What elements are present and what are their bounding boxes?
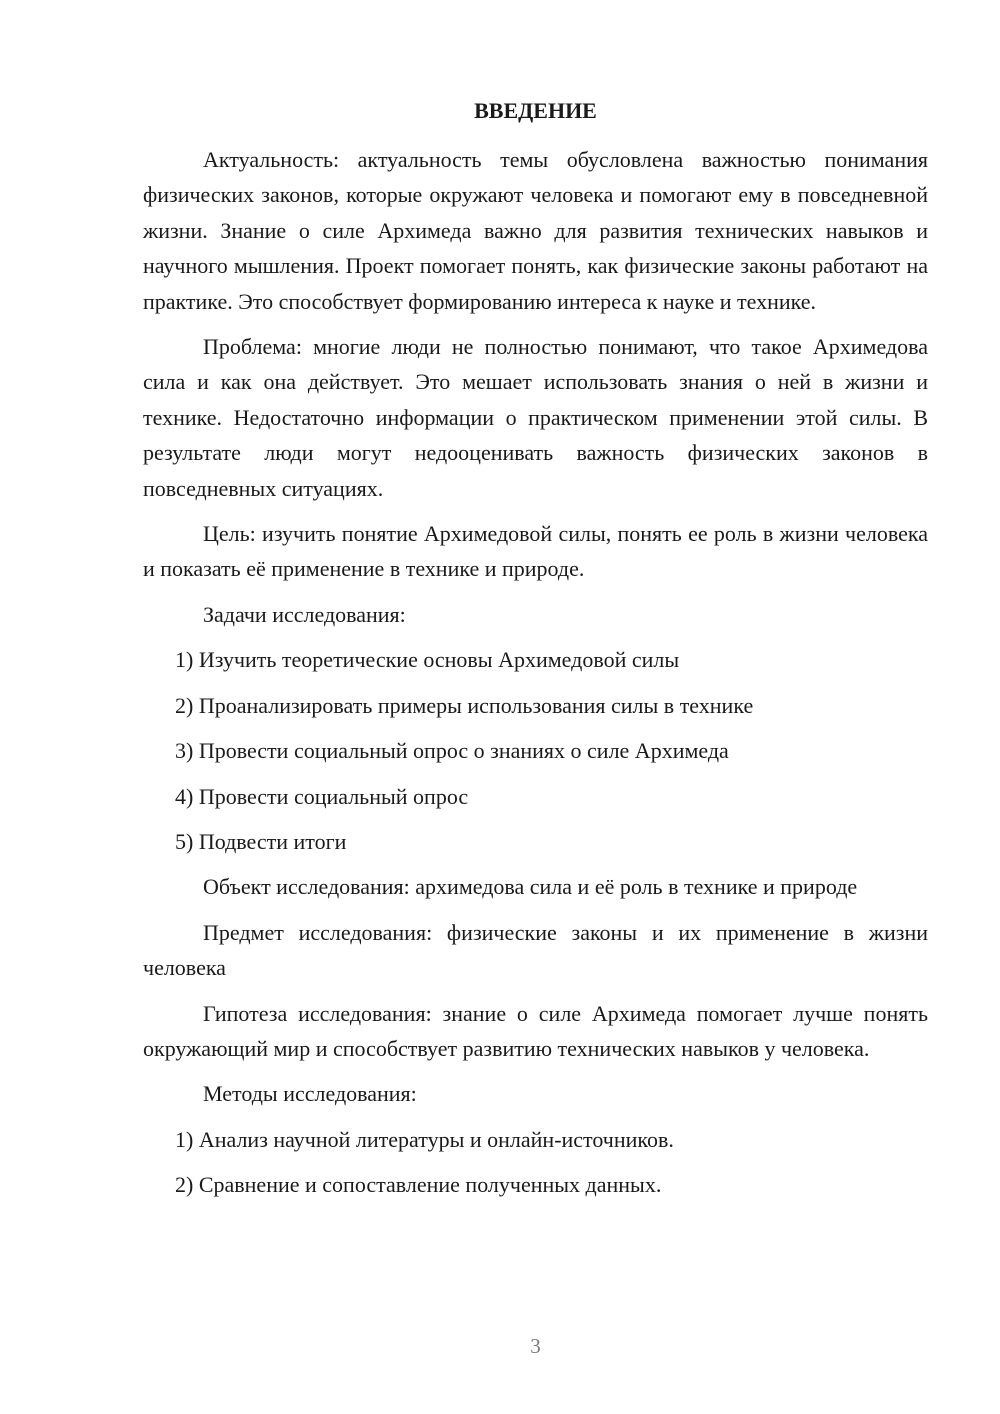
relevance-paragraph: Актуальность: актуальность темы обусловлена важностью понимания физических законов, которые окружают человека и помогают ему в повседневной жизни. Знание о силе Архимеда важно для развития технических навыков и научного мышления. Проект помогает понять, как физические законы работают на практике. Это способствует формированию интереса к науке и технике. (143, 147, 928, 314)
object-paragraph: Объект исследования: архимедова сила и её роль в технике и природе (203, 874, 858, 900)
task-item-1: 1) Изучить теоретические основы Архимедовой силы (175, 647, 680, 673)
subject-paragraph: Предмет исследования: физические законы и их применение в жизни человека (143, 919, 928, 981)
task-item-2: 2) Проанализировать примеры использования силы в технике (175, 692, 754, 718)
task-item-4: 4) Провести социальный опрос (175, 783, 469, 809)
methods-heading: Методы исследования: (203, 1081, 417, 1107)
goal-paragraph: Цель: изучить понятие Архимедовой силы, понять ее роль в жизни человека и показать её применение в технике и природе. (143, 521, 928, 582)
document-page (143, 0, 928, 1414)
task-item-3: 3) Провести социальный опрос о знаниях о силе Архимеда (175, 738, 729, 764)
method-item-1: 1) Анализ научной литературы и онлайн-источников. (175, 1126, 674, 1152)
tasks-heading: Задачи исследования: (203, 601, 406, 627)
page-number: 3 (530, 1334, 541, 1358)
document-body (143, 142, 928, 1213)
problem-paragraph: Проблема: многие люди не полностью понимают, что такое Архимедова сила и как она действует. Это мешает использовать знания о ней в жизни и технике. Недостаточно информации о практическом применении этой силы. В результате люди могут недооценивать важность физических законов в повседневных ситуациях. (143, 334, 928, 501)
section-title: ВВЕДЕНИЕ (474, 98, 597, 123)
hypothesis-paragraph: Гипотеза исследования: знание о силе Архимеда помогает лучше понять окружающий мир и способствует развитию технических навыков у человека. (143, 1000, 928, 1061)
method-item-2: 2) Сравнение и сопоставление полученных данных. (175, 1172, 662, 1198)
task-item-5: 5) Подвести итоги (175, 828, 347, 854)
